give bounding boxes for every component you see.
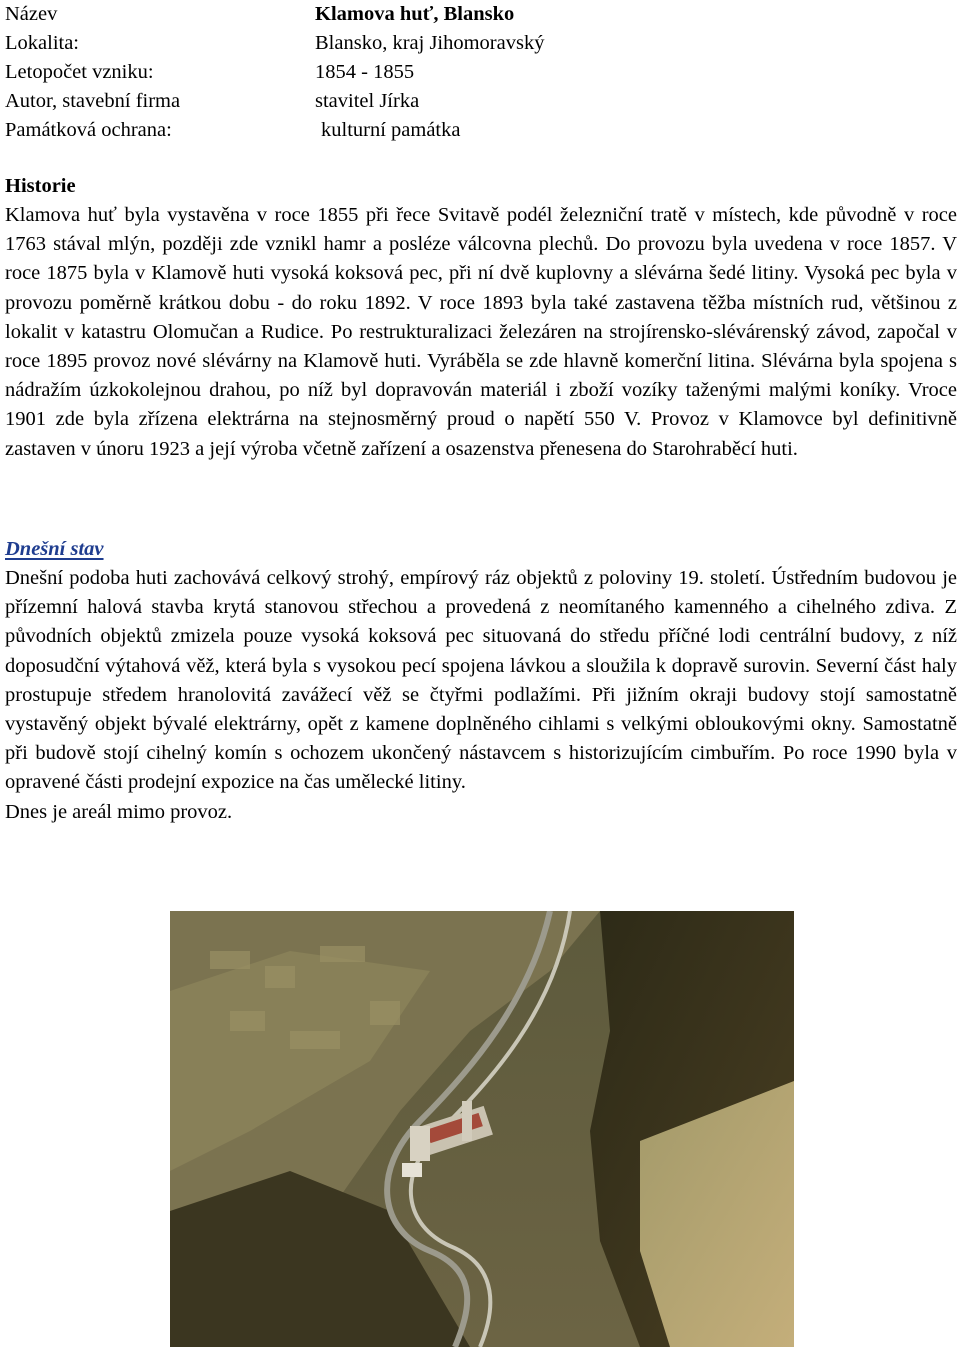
meta-label: Lokalita:	[5, 32, 80, 54]
history-section	[5, 172, 957, 464]
meta-label: Název	[5, 3, 58, 25]
meta-row-location	[5, 29, 955, 58]
closing-line: Dnes je areál mimo provoz.	[5, 800, 233, 823]
aerial-photo	[170, 911, 794, 1347]
meta-label: Letopočet vzniku:	[5, 61, 154, 83]
metadata-table	[5, 0, 955, 145]
meta-row-year	[5, 58, 955, 87]
current-state-text: Dnešní podoba huti zachovává celkový strohý, empírový ráz objektů z poloviny 19. století. Ústředním budovou je přízemní halová stavba krytá stanovou střechou a provedená z neomítaného kamenného a cihelného zdiva. Z původních objektů zmizela pouze vysoká koksová pec situovaná do středu příčné lodi centrální budovy, z níž doposudční výtahová věž, která byla s vysokou pecí spojena lávkou a sloužila k dopravě surovin. Severní část haly prostupuje středem hranolovitá zavážecí věž se čtyřmi podlažími. Při jižním okraji budovy stojí samostatně vystavěný objekt bývalé elektrárny, opět z kamene doplněného cihlami s velkými obloukovými okny. Samostatně při budově stojí cihelný komín s ochozem ukončený nástavcem s historizujícím cimbuřím. Po roce 1990 byla v opravené části prodejní expozice na čas umělecké litiny.	[5, 567, 957, 794]
history-text: Klamova huť byla vystavěna v roce 1855 při řece Svitavě podél železniční tratě v místech, kde původně v roce 1763 stával mlýn, později zde vznikl hamr a posléze válcovna plechů. Do provozu byla uvedena v roce 1857. V roce 1875 byla v Klamově huti vysoká koksová pec, při ní dvě kuplovny a slévárna šedé litiny. Vysoká pec byla v provozu poměrně krátkou dobu - do roku 1892. V roce 1893 byla také zastavena těžba místních rud, většinou z lokalit v katastru Olomučan a Rudice. Po restrukturalizaci železáren na strojírensko-slévárenský závod, započal v roce 1895 provoz nové slévárny na Klamově huti. Vyráběla se zde hlavně komerční litina. Slévárna byla spojena s nádražím úzkokolejnou drahou, po níž byl dopravován materiál i zboží vozíky taženými malými koníky. Vroce 1901 zde byla zřízena elektrárna na stejnosměrný proud o napětí 550 V. Provoz v Klamovce byl definitivně zastaven v únoru 1923 a její výroba včetně zařízení a osazenstva přenesena do Starohraběcí huti.	[5, 204, 957, 460]
current-state-heading: Dnešní stav	[5, 538, 104, 560]
meta-label: Památková ochrana:	[5, 119, 172, 141]
meta-value-title: Klamova huť, Blansko	[315, 3, 515, 25]
meta-value: stavitel Jírka	[315, 90, 420, 112]
meta-row-protection	[5, 116, 955, 145]
meta-row-author	[5, 87, 955, 116]
meta-value: Blansko, kraj Jihomoravský	[315, 32, 545, 54]
meta-row-name	[5, 0, 955, 29]
meta-label: Autor, stavební firma	[5, 90, 181, 112]
meta-value: kulturní památka	[321, 119, 461, 141]
history-heading: Historie	[5, 175, 76, 197]
aerial-photo-illustration	[170, 911, 794, 1347]
meta-value: 1854 - 1855	[315, 61, 415, 83]
current-state-section	[5, 535, 957, 827]
